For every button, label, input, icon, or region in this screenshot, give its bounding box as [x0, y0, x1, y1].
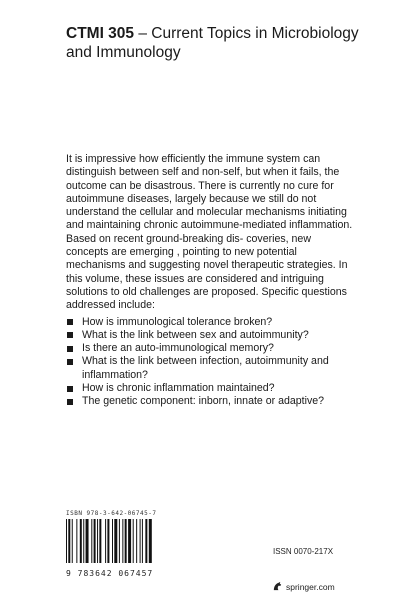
- square-bullet-icon: [67, 332, 73, 338]
- list-item: Is there an auto-immunological memory?: [66, 342, 356, 355]
- square-bullet-icon: [67, 319, 73, 325]
- barcode-icon: [66, 519, 184, 563]
- intro-paragraph: It is impressive how efficiently the immune system can distinguish between self and non-self, but when it fails, the outcome can be disastrous. There is currently no cure for autoimmune diseases, largely because we still do not understand the cellular and molecular mechanisms initiating and maintaining chronic autoimmune-mediated inflammation. Based on recent ground-breaking dis- coveries, new concepts are emerging , pointing to new potential mechanisms and suggesting novel therapeutic strategies. In this volume, these issues are considered and intriguing solutions to old challenges are proposed. Specific questions addressed include:: [66, 153, 353, 312]
- series-code: CTMI 305: [66, 25, 135, 42]
- issn-label: ISSN 0070-217X: [273, 547, 334, 556]
- list-item: The genetic component: inborn, innate or adaptive?: [66, 395, 356, 408]
- square-bullet-icon: [67, 359, 73, 365]
- questions-list: [66, 316, 356, 409]
- list-item: What is the link between infection, autoimmunity and inflammation?: [66, 355, 356, 382]
- isbn-label: ISBN 978-3-642-06745-7: [66, 510, 157, 517]
- publisher-link[interactable]: [272, 581, 335, 592]
- series-title: [66, 24, 386, 62]
- springer-horse-icon: [272, 581, 283, 592]
- list-item: How is immunological tolerance broken?: [66, 316, 356, 329]
- square-bullet-icon: [67, 386, 73, 392]
- series-name: – Current Topics in Microbiology and Immunology: [66, 25, 359, 61]
- description-blurb: [66, 153, 356, 409]
- barcode-block: [66, 510, 186, 578]
- square-bullet-icon: [67, 399, 73, 405]
- list-item: How is chronic inflammation maintained?: [66, 382, 356, 395]
- barcode-digits: 9 783642 067457: [66, 569, 154, 578]
- square-bullet-icon: [67, 346, 73, 352]
- list-item: What is the link between sex and autoimmunity?: [66, 329, 356, 342]
- publisher-name: springer.com: [286, 581, 335, 592]
